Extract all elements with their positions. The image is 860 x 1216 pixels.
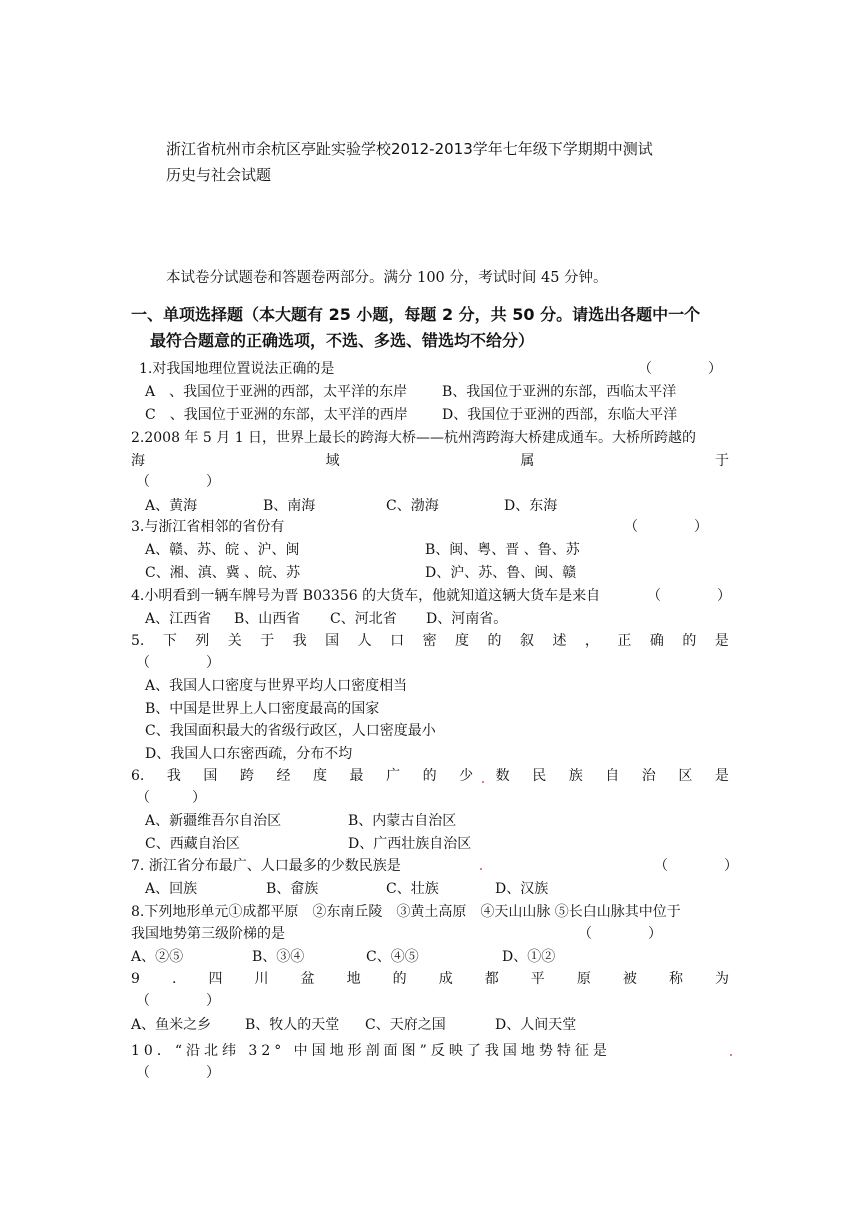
q6-stem-char: 最 <box>349 768 364 784</box>
q8-option-b: B、③④ <box>252 949 305 965</box>
q3-option-b: B、闽、粤、晋 、鲁、苏 <box>425 542 580 558</box>
section-heading-line1: 一、单项选择题（本大题有 25 小题，每题 2 分，共 50 分。请选出各题中一个 <box>131 305 701 324</box>
q2-stem-continued <box>131 452 729 470</box>
stray-mark <box>480 868 482 870</box>
q4-answer-bracket: （ ） <box>647 588 731 604</box>
q7-stem: 7. 浙江省分布最广、人口最多的少数民族是 <box>131 858 401 874</box>
q7-option-a: A、回族 <box>145 881 198 897</box>
q6-stem-char: 族 <box>568 768 583 784</box>
q9-stem-char: 的 <box>392 971 407 987</box>
q9-stem-char: 为 <box>714 971 729 987</box>
q6-stem-char: 民 <box>532 768 547 784</box>
q3-stem: 3.与浙江省相邻的省份有 <box>131 519 285 535</box>
stray-mark <box>482 781 484 783</box>
q6-option-b: B、内蒙古自治区 <box>348 813 457 829</box>
q5-stem-char: 确 <box>649 633 664 649</box>
q6-stem-char: 区 <box>678 768 693 784</box>
q7-answer-bracket: （ ） <box>654 858 738 874</box>
q9-stem <box>131 970 729 988</box>
q2-word: 域 <box>325 453 340 469</box>
q6-answer-bracket: （ ） <box>136 790 206 806</box>
q5-stem-char: 国 <box>325 633 340 649</box>
q9-stem-char: 原 <box>576 971 591 987</box>
q9-stem-char: 都 <box>484 971 499 987</box>
q6-stem-char: 数 <box>495 768 510 784</box>
q5-stem-char: 述 <box>552 633 567 649</box>
q1-answer-bracket: （ ） <box>638 361 722 377</box>
q9-stem-char: 被 <box>622 971 637 987</box>
q9-stem-char: 地 <box>346 971 361 987</box>
q7-option-b: B、畲族 <box>266 881 319 897</box>
q9-stem-char: 成 <box>438 971 453 987</box>
q5-option-b: B、中国是世界上人口密度最高的国家 <box>145 701 380 717</box>
q5-stem-char: 我 <box>292 633 307 649</box>
q6-option-a: A、新疆维吾尔自治区 <box>145 813 282 829</box>
q6-stem-char: 国 <box>203 768 218 784</box>
q5-stem-char: 密 <box>422 633 437 649</box>
q5-stem-char: 5. <box>131 633 145 649</box>
q5-stem-char: 于 <box>260 633 275 649</box>
document-title-line2: 历史与社会试题 <box>166 166 272 184</box>
q4-option-d: D、河南省。 <box>426 611 508 627</box>
q10-stem: 10．“沿北纬 32° 中国地形剖面图”反映了我国地势特征是 <box>131 1043 611 1059</box>
q10-answer-bracket: （ ） <box>136 1065 220 1081</box>
q8-option-a: A、②⑤ <box>131 949 184 965</box>
q6-stem-char: 的 <box>422 768 437 784</box>
q6-stem-char: 广 <box>386 768 401 784</box>
q4-option-a: A、江西省 <box>145 611 212 627</box>
q4-stem: 4.小明看到一辆车牌号为晋 B03356 的大货车，他就知道这辆大货车是来自 <box>131 588 601 604</box>
q5-stem-char: 人 <box>357 633 372 649</box>
document-title-line1: 浙江省杭州市余杭区亭趾实验学校2012-2013学年七年级下学期期中测试 <box>166 140 653 158</box>
q6-stem-char: 是 <box>714 768 729 784</box>
section-heading-line2: 最符合题意的正确选项，不选、多选、错选均不给分） <box>150 331 535 350</box>
q5-stem-char: 关 <box>227 633 242 649</box>
q8-answer-bracket: （ ） <box>578 926 662 942</box>
q2-option-c: C、渤海 <box>386 498 439 514</box>
q5-stem-char: 下 <box>162 633 177 649</box>
q5-stem-char: 叙 <box>519 633 534 649</box>
q5-answer-bracket: （ ） <box>136 655 220 671</box>
q5-stem <box>131 632 729 650</box>
q9-stem-char: 四 <box>208 971 223 987</box>
q6-stem-char: 6. <box>131 768 145 784</box>
q6-stem-char: 跨 <box>239 768 254 784</box>
q8-stem-continued: 我国地势第三级阶梯的是 <box>131 926 285 942</box>
q5-option-a: A、我国人口密度与世界平均人口密度相当 <box>145 678 408 694</box>
q6-option-d: D、广西壮族自治区 <box>348 836 472 852</box>
q2-option-b: B、南海 <box>263 498 316 514</box>
q8-option-d: D、①② <box>502 949 556 965</box>
q6-stem-char: 度 <box>313 768 328 784</box>
q2-word: 属 <box>520 453 535 469</box>
q9-stem-char: . <box>171 971 177 987</box>
q8-stem: 8.下列地形单元①成都平原 ②东南丘陵 ③黄土高原 ④天山山脉 ⑤长白山脉其中位于 <box>131 904 681 920</box>
q9-stem-char: 盆 <box>300 971 315 987</box>
q6-option-c: C、西藏自治区 <box>145 836 240 852</box>
q5-stem-char: 度 <box>455 633 470 649</box>
q9-stem-char: 川 <box>254 971 269 987</box>
q9-option-c: C、天府之国 <box>365 1017 446 1033</box>
q6-stem-char: 少 <box>459 768 474 784</box>
q5-stem-char: ， <box>584 633 599 649</box>
q9-answer-bracket: （ ） <box>136 993 220 1009</box>
q2-word: 海 <box>131 453 145 469</box>
q5-stem-char: 的 <box>682 633 697 649</box>
q2-word: 于 <box>714 453 729 469</box>
q6-stem-char: 经 <box>276 768 291 784</box>
q3-option-a: A、赣、苏、皖 、沪、闽 <box>145 542 300 558</box>
q6-stem-char: 治 <box>641 768 656 784</box>
q3-answer-bracket: （ ） <box>624 519 708 535</box>
q9-stem-char: 平 <box>530 971 545 987</box>
q3-option-d: D、沪、苏、鲁、闽、赣 <box>425 565 577 581</box>
q5-stem-char: 正 <box>617 633 632 649</box>
q6-stem-char: 我 <box>166 768 181 784</box>
q4-option-c: C、河北省 <box>330 611 397 627</box>
q7-option-c: C、壮族 <box>386 881 439 897</box>
q1-option-c: C 、我国位于亚洲的东部，太平洋的西岸 <box>145 407 408 423</box>
q3-option-c: C、湘、滇、冀 、皖、苏 <box>145 565 301 581</box>
q5-option-d: D、我国人口东密西疏，分布不均 <box>145 746 353 762</box>
stray-mark <box>730 1054 732 1056</box>
q6-stem-char: 自 <box>605 768 620 784</box>
q2-stem: 2.2008 年 5 月 1 日，世界上最长的跨海大桥——杭州湾跨海大桥建成通车。大桥所跨越的 <box>131 430 697 446</box>
q9-stem-char: 9 <box>131 971 140 987</box>
q1-option-a: A 、我国位于亚洲的西部，太平洋的东岸 <box>145 384 408 400</box>
q9-option-d: D、人间天堂 <box>495 1017 577 1033</box>
q2-answer-bracket: （ ） <box>136 474 220 490</box>
q5-option-c: C、我国面积最大的省级行政区，人口密度最小 <box>145 723 436 739</box>
q1-stem: 1.对我国地理位置说法正确的是 <box>139 361 335 377</box>
q9-stem-char: 称 <box>668 971 683 987</box>
q5-stem-char: 列 <box>195 633 210 649</box>
q2-option-d: D、东海 <box>504 498 558 514</box>
q9-option-a: A、鱼米之乡 <box>131 1017 212 1033</box>
q6-stem <box>131 767 729 785</box>
exam-intro: 本试卷分试题卷和答题卷两部分。满分 100 分，考试时间 45 分钟。 <box>166 270 608 286</box>
q4-option-b: B、山西省 <box>234 611 301 627</box>
q1-option-b: B、我国位于亚洲的东部，西临太平洋 <box>442 384 677 400</box>
q7-option-d: D、汉族 <box>495 881 549 897</box>
q2-option-a: A、黄海 <box>145 498 198 514</box>
q5-stem-char: 是 <box>714 633 729 649</box>
q5-stem-char: 的 <box>487 633 502 649</box>
q5-stem-char: 口 <box>390 633 405 649</box>
q8-option-c: C、④⑤ <box>366 949 419 965</box>
q9-option-b: B、牧人的天堂 <box>245 1017 340 1033</box>
q1-option-d: D、我国位于亚洲的西部，东临大平洋 <box>442 407 678 423</box>
